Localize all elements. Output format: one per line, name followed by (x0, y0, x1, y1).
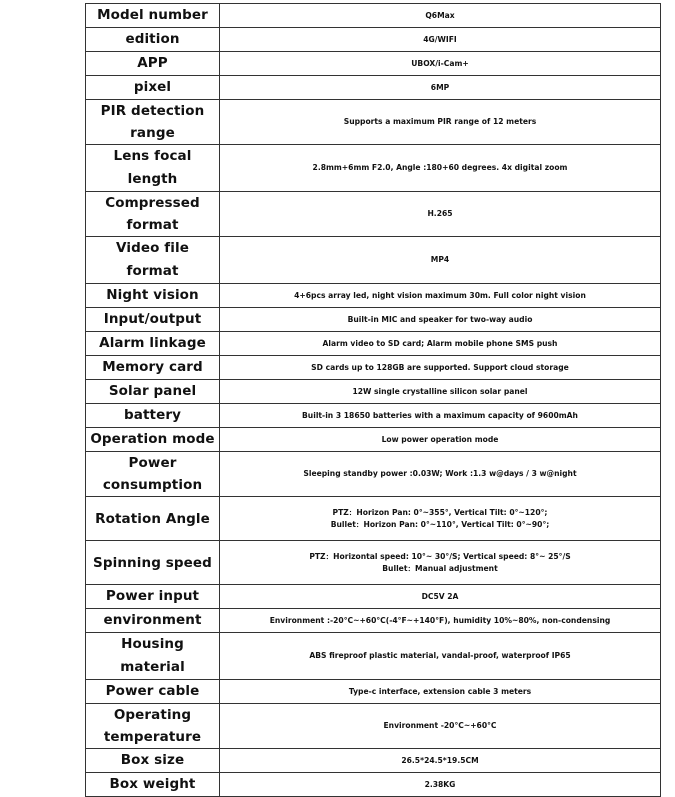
table-row (86, 680, 661, 704)
spec-value (220, 749, 661, 773)
spec-value (220, 773, 661, 797)
spec-label: Model number (86, 4, 220, 28)
table-row (86, 609, 661, 633)
spec-label: edition (86, 28, 220, 52)
spec-value (220, 100, 661, 145)
spec-value (220, 428, 661, 452)
spec-value (220, 497, 661, 541)
spec-value-line: 6MP (430, 82, 450, 92)
spec-value (220, 52, 661, 76)
spec-value-line: DC5V 2A (421, 591, 459, 601)
spec-label: Power consumption (86, 452, 220, 497)
table-row (86, 284, 661, 308)
spec-label: Compressed format (86, 192, 220, 237)
spec-label: Memory card (86, 356, 220, 380)
table-row (86, 633, 661, 680)
spec-table-body (86, 4, 661, 797)
spec-value (220, 380, 661, 404)
spec-label: Solar panel (86, 380, 220, 404)
spec-value (220, 284, 661, 308)
spec-label: PIR detection range (86, 100, 220, 145)
spec-value-line: Built-in 3 18650 batteries with a maximum capacity of 9600mAh (302, 410, 578, 420)
table-row (86, 749, 661, 773)
spec-label: Rotation Angle (86, 497, 220, 541)
table-row (86, 380, 661, 404)
spec-table (85, 3, 661, 797)
table-row (86, 192, 661, 237)
spec-value-line: Environment :-20°C~+60°C(-4°F~+140°F), humidity 10%~80%, non-condensing (269, 615, 611, 625)
spec-label: Input/output (86, 308, 220, 332)
spec-value (220, 704, 661, 749)
spec-value-line: 12W single crystalline silicon solar panel (352, 386, 528, 396)
table-row (86, 452, 661, 497)
table-row (86, 773, 661, 797)
spec-value-line: Supports a maximum PIR range of 12 meters (343, 117, 537, 126)
spec-label: Box size (86, 749, 220, 773)
spec-value (220, 404, 661, 428)
spec-label: Operating temperature (86, 704, 220, 749)
spec-value (220, 237, 661, 284)
spec-value (220, 609, 661, 633)
table-row (86, 585, 661, 609)
table-row (86, 308, 661, 332)
spec-label: Alarm linkage (86, 332, 220, 356)
table-row (86, 356, 661, 380)
spec-value (220, 28, 661, 52)
table-row (86, 332, 661, 356)
spec-label: Power cable (86, 680, 220, 704)
table-row (86, 704, 661, 749)
spec-value-line: MP4 (430, 255, 450, 264)
spec-value-line: SD cards up to 128GB are supported. Support cloud storage (311, 362, 569, 372)
spec-label: Lens focal length (86, 145, 220, 192)
spec-value-line: Q6Max (425, 10, 455, 20)
spec-value (220, 332, 661, 356)
spec-value-line: 26.5*24.5*19.5CM (401, 755, 479, 765)
spec-value-line: Alarm video to SD card; Alarm mobile phone SMS push (322, 338, 558, 348)
spec-value-line: UBOX/i-Cam+ (411, 58, 469, 68)
table-row (86, 237, 661, 284)
spec-value-line: PTZ：Horizon Pan: 0°~355°, Vertical Tilt: 0°~120°; (332, 507, 548, 517)
table-row (86, 428, 661, 452)
spec-value (220, 308, 661, 332)
spec-value-line: ABS fireproof plastic material, vandal-proof, waterproof IP65 (309, 651, 571, 660)
spec-label: environment (86, 609, 220, 633)
spec-label: APP (86, 52, 220, 76)
spec-value-line: Bullet：Horizon Pan: 0°~110°, Vertical Tilt: 0°~90°; (330, 519, 550, 529)
table-row (86, 4, 661, 28)
table-row (86, 497, 661, 541)
spec-label: battery (86, 404, 220, 428)
spec-value-line: Bullet：Manual adjustment (382, 563, 498, 573)
spec-value (220, 192, 661, 237)
table-row (86, 28, 661, 52)
spec-value (220, 145, 661, 192)
spec-value-line: 4+6pcs array led, night vision maximum 30m. Full color night vision (294, 290, 586, 300)
spec-value-line: Type-c interface, extension cable 3 meters (348, 686, 532, 696)
spec-value-line: Low power operation mode (381, 434, 499, 444)
spec-value (220, 76, 661, 100)
spec-label: Spinning speed (86, 541, 220, 585)
table-row (86, 76, 661, 100)
spec-label: Video file format (86, 237, 220, 284)
spec-label: Power input (86, 585, 220, 609)
spec-value-line: PTZ：Horizontal speed: 10°~ 30°/S; Vertical speed: 8°~ 25°/S (309, 551, 571, 561)
table-row (86, 541, 661, 585)
spec-value-line: 2.38KG (424, 779, 456, 789)
table-row (86, 404, 661, 428)
spec-value (220, 541, 661, 585)
spec-value (220, 585, 661, 609)
spec-value (220, 680, 661, 704)
spec-value-line: H.265 (427, 209, 453, 218)
spec-label: pixel (86, 76, 220, 100)
spec-value (220, 633, 661, 680)
table-row (86, 100, 661, 145)
spec-value-line: Environment -20°C~+60°C (383, 721, 497, 730)
spec-value (220, 4, 661, 28)
table-row (86, 52, 661, 76)
spec-value (220, 356, 661, 380)
spec-value-line: 4G/WIFI (423, 34, 457, 44)
spec-value (220, 452, 661, 497)
spec-label: Housing material (86, 633, 220, 680)
table-row (86, 145, 661, 192)
spec-label: Box weight (86, 773, 220, 797)
spec-value-line: 2.8mm+6mm F2.0, Angle :180+60 degrees. 4x digital zoom (312, 163, 568, 172)
spec-value-line: Built-in MIC and speaker for two-way audio (347, 314, 533, 324)
spec-label: Operation mode (86, 428, 220, 452)
spec-label: Night vision (86, 284, 220, 308)
spec-value-line: Sleeping standby power :0.03W; Work :1.3 w@days / 3 w@night (303, 469, 577, 478)
